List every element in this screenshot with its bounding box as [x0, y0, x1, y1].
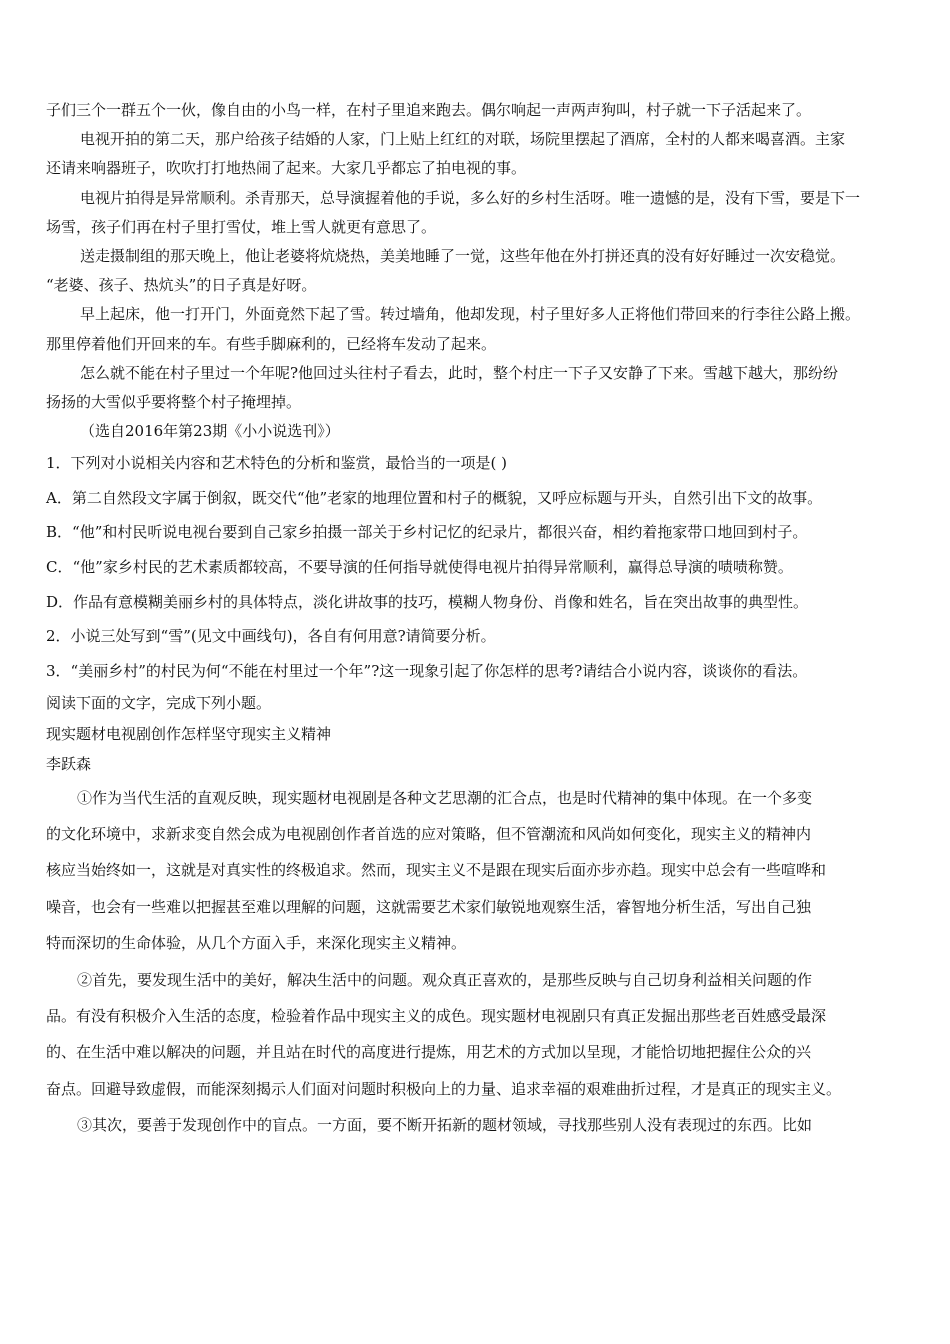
- story-line: 怎么就不能在村子里过一个年呢?他回过头往村子看去，此时，整个村庄一下子又安静了下来。雪越下越大，那纷纷: [80, 363, 839, 382]
- question-3: 3．“美丽乡村”的村民为何“不能在村里过一个年”?这一现象引起了你怎样的思考?请结合小说内容，谈谈你的看法。: [46, 661, 808, 680]
- story-line: 那里停着他们开回来的车。有些手脚麻利的，已经将车发动了起来。: [46, 334, 497, 353]
- option-d: D．作品有意模糊美丽乡村的具体特点，淡化讲故事的技巧，模糊人物身份、肖像和姓名，旨在突出故事的典型性。: [46, 592, 809, 611]
- article-header: [46, 688, 908, 779]
- article-line: 噪音，也会有一些难以把握甚至难以理解的问题，这就需要艺术家们敏锐地观察生活，睿智地分析生活，写出自己独: [46, 897, 812, 916]
- document-page: [46, 96, 908, 1143]
- question-2: 2．小说三处写到“雪”(见文中画线句)，各自有何用意?请简要分析。: [46, 627, 496, 646]
- article-line: ①作为当代生活的直观反映，现实题材电视剧是各种文艺思潮的汇合点，也是时代精神的集中体现。在一个多变: [77, 788, 813, 807]
- story-section: [46, 96, 908, 446]
- article-body: [46, 780, 908, 1144]
- article-line: ③其次，要善于发现创作中的盲点。一方面，要不断开拓新的题材领域，寻找那些别人没有表现过的东西。比如: [77, 1116, 813, 1135]
- option-a: A．第二自然段文字属于倒叙，既交代“他”老家的地理位置和村子的概貌，又呼应标题与开头，自然引出下文的故事。: [46, 488, 823, 507]
- option-b: B．“他”和村民听说电视台要到自己家乡拍摄一部关于乡村记忆的纪录片，都很兴奋，相约着拖家带口地回到村子。: [46, 523, 808, 542]
- article-line: 核应当始终如一，这就是对真实性的终极追求。然而，现实主义不是跟在现实后面亦步亦趋。现实中总会有一些喧哗和: [46, 861, 827, 880]
- story-line: 电视开拍的第二天，那户给孩子结婚的人家，门上贴上红红的对联，场院里摆起了酒席，全村的人都来喝喜酒。主家: [80, 130, 846, 149]
- question-1: 1．下列对小说相关内容和艺术特色的分析和鉴赏，最恰当的一项是( ): [46, 454, 508, 473]
- article-line: ②首先，要发现生活中的美好，解决生活中的问题。观众真正喜欢的，是那些反映与自己切身利益相关问题的作: [77, 970, 813, 989]
- article-line: 特而深切的生命体验，从几个方面入手，来深化现实主义精神。: [46, 934, 467, 953]
- story-line: 场雪，孩子们再在村子里打雪仗，堆上雪人就更有意思了。: [46, 217, 437, 236]
- story-line: 电视片拍得是异常顺利。杀青那天，总导演握着他的手说，多么好的乡村生活呀。唯一遗憾的是，没有下雪，要是下一: [80, 188, 861, 207]
- questions-section: [46, 446, 908, 688]
- article-title: 现实题材电视剧创作怎样坚守现实主义精神: [46, 724, 332, 743]
- article-author: 李跃森: [46, 755, 92, 774]
- story-line: “老婆、孩子、热炕头”的日子真是好呀。: [46, 276, 317, 295]
- article-line: 品。有没有积极介入生活的态度，检验着作品中现实主义的成色。现实题材电视剧只有真正发掘出那些老百姓感受最深: [46, 1006, 827, 1025]
- article-line: 奋点。回避导致虚假，而能深刻揭示人们面对问题时积极向上的力量、追求幸福的艰难曲折过程，才是真正的现实主义。: [46, 1079, 842, 1098]
- article-line: 的文化环境中，求新求变自然会成为电视剧创作者首选的应对策略，但不管潮流和风尚如何变化，现实主义的精神内: [46, 824, 812, 843]
- article-line: 的、在生活中难以解决的问题，并且站在时代的高度进行提炼，用艺术的方式加以呈现，才能恰切地把握住公众的兴: [46, 1043, 812, 1062]
- story-line: 早上起床，他一打开门，外面竟然下起了雪。转过墙角，他却发现，村子里好多人正将他们带回来的行李往公路上搬。: [80, 305, 861, 324]
- story-line: 还请来响器班子，吹吹打打地热闹了起来。大家几乎都忘了拍电视的事。: [46, 159, 527, 178]
- story-line: 送走摄制组的那天晚上，他让老婆将炕烧热，美美地睡了一觉，这些年他在外打拼还真的没有好好睡过一次安稳觉。: [80, 246, 846, 265]
- option-c: C．“他”家乡村民的艺术素质都较高，不要导演的任何指导就使得电视片拍得异常顺利，赢得总导演的啧啧称赞。: [46, 558, 793, 577]
- story-source: （选自2016年第23期《小小说选刊》）: [80, 422, 340, 441]
- story-line: 扬扬的大雪似乎要将整个村子掩埋掉。: [46, 392, 302, 411]
- reading-instruction: 阅读下面的文字，完成下列小题。: [46, 694, 272, 713]
- story-line: 子们三个一群五个一伙，像自由的小鸟一样，在村子里追来跑去。偶尔响起一声两声狗叫，村子就一下子活起来了。: [46, 101, 812, 119]
